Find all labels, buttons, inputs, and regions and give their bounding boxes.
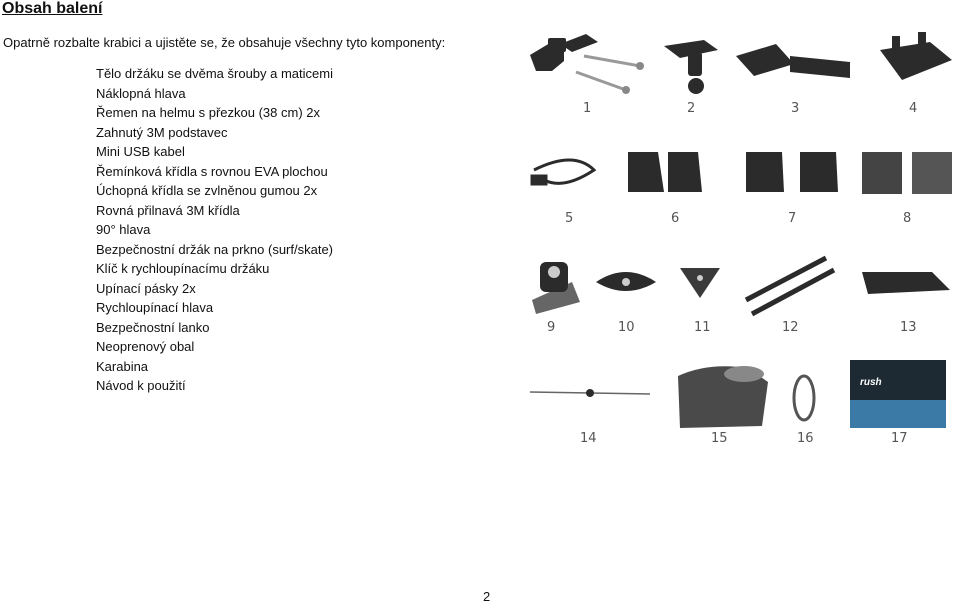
figure-label: 11 bbox=[694, 320, 711, 335]
quick-release-head-image bbox=[862, 272, 950, 294]
cable-ties-image bbox=[746, 258, 834, 314]
figure-label: 5 bbox=[565, 211, 574, 226]
neoprene-case-image bbox=[678, 366, 768, 428]
figure-label: 4 bbox=[909, 101, 918, 116]
page-number: 2 bbox=[483, 589, 491, 604]
carabiner-image bbox=[794, 376, 814, 420]
head-90-image bbox=[532, 262, 580, 314]
figure-label: 2 bbox=[687, 101, 696, 116]
mount-body-image bbox=[530, 34, 644, 94]
quick-release-key-image bbox=[680, 268, 720, 298]
figure-label: 9 bbox=[547, 320, 556, 335]
flat-3m-wings-image bbox=[862, 152, 952, 194]
figure-label: 12 bbox=[782, 320, 799, 335]
manual-brand: rush bbox=[860, 377, 882, 388]
figure-label: 14 bbox=[580, 431, 597, 446]
safety-lanyard-image bbox=[530, 389, 650, 397]
board-mount-image bbox=[596, 272, 656, 291]
curved-base-image bbox=[880, 32, 952, 80]
figure-label: 1 bbox=[583, 101, 592, 116]
figure-label: 7 bbox=[788, 211, 797, 226]
manual-cover-image bbox=[850, 360, 946, 428]
figure-label: 6 bbox=[671, 211, 680, 226]
intro-text: Opatrně rozbalte krabici a ujistěte se, že obsahuje všechny tyto komponenty: bbox=[3, 35, 446, 50]
figure-label: 16 bbox=[797, 431, 814, 446]
figure-label: 3 bbox=[791, 101, 800, 116]
helmet-strap-image bbox=[736, 44, 850, 78]
usb-cable-image bbox=[532, 160, 594, 184]
figure-label: 10 bbox=[618, 320, 635, 335]
figure-label: 8 bbox=[903, 211, 912, 226]
figure-label: 13 bbox=[900, 320, 917, 335]
section-title: Obsah balení bbox=[2, 0, 103, 17]
grip-wings-image bbox=[746, 152, 838, 192]
figure-label: 17 bbox=[891, 431, 908, 446]
strap-wings-image bbox=[628, 152, 702, 192]
tilt-head-image bbox=[664, 40, 718, 94]
figure-label: 15 bbox=[711, 431, 728, 446]
